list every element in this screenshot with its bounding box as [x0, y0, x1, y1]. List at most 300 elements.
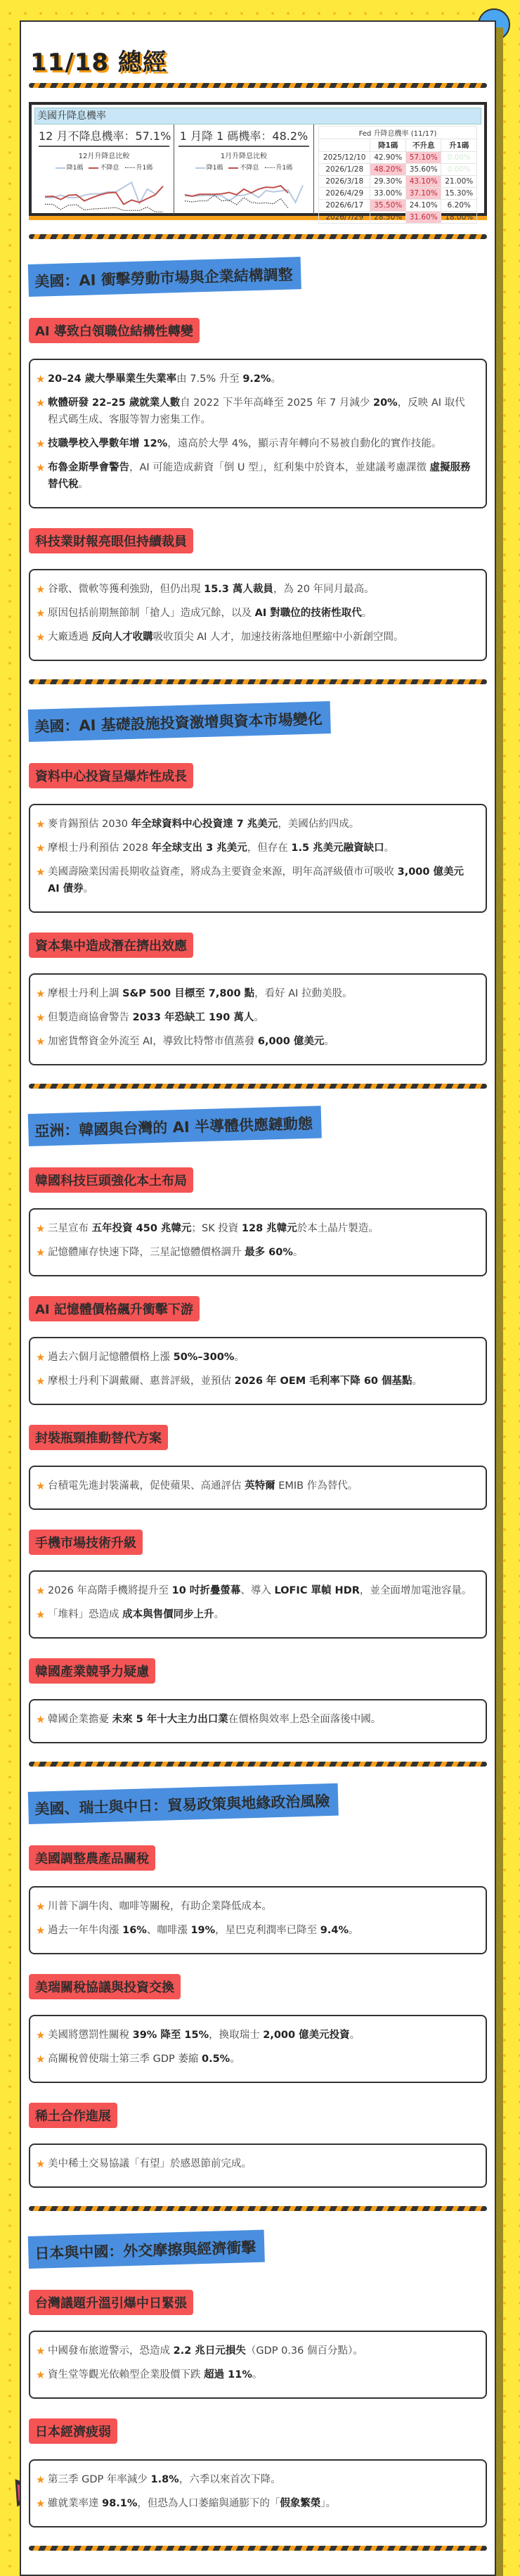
bullet-text: [48, 1711, 381, 1728]
bullet-text: [48, 2155, 252, 2172]
emphasis-text: 98.1%: [102, 2498, 138, 2509]
fed-table-row: [319, 176, 477, 188]
text-segment: 」。: [320, 2498, 337, 2509]
star-icon: ★: [36, 1035, 46, 1048]
star-icon: ★: [36, 2473, 46, 2486]
text-segment: ，並全面增加電池容量。: [359, 1585, 472, 1596]
bullet-item: [36, 1220, 474, 1237]
legend-swatch: [89, 167, 98, 169]
text-segment: 但製造商協會警告: [48, 1012, 133, 1023]
emphasis-text: 128 兆韓元: [241, 1223, 297, 1234]
emphasis-text: 最多 60%: [245, 1247, 293, 1258]
legend-item: [125, 162, 153, 172]
bullet-item: [36, 459, 474, 493]
text-segment: ，美國佔約四成。: [278, 819, 360, 830]
bullet-item: [36, 1349, 474, 1366]
text-segment: 加密貨幣資金外流至 AI，導致比特幣市值蒸發: [48, 1036, 258, 1047]
text-segment: 吸收頂尖 AI 人才，加速技術落地但壓縮中小新創空間。: [152, 632, 404, 643]
probability-cell: 57.10%: [405, 152, 441, 164]
chart-legend: [178, 162, 309, 172]
bullet-item: [36, 985, 474, 1002]
fed-table-column-header: [319, 139, 370, 152]
hazard-stripe-divider: [29, 2206, 487, 2211]
bullet-item: [36, 1898, 474, 1915]
topic-group: [29, 1824, 487, 1954]
text-segment: 摩根士丹利上調: [48, 988, 123, 999]
text-segment: 。: [384, 842, 395, 854]
legend-item: [56, 162, 84, 172]
emphasis-text: 技職學校入學數年增 12%: [48, 438, 168, 449]
bullet-text: [48, 1898, 272, 1915]
section: [29, 2206, 487, 2527]
bullet-box: [29, 2459, 487, 2527]
text-segment: 。: [252, 2369, 263, 2380]
topic-tag: 美瑞關稅協議與投資交換: [29, 1974, 181, 1999]
emphasis-text: 1.5 兆美元融資缺口: [291, 842, 384, 854]
text-segment: ，反映 AI 取代程式碼生成、客服等智力密集工作。: [48, 397, 465, 425]
emphasis-text: 未來 5 年十大主力出口業: [112, 1714, 228, 1725]
text-segment: ，但存在: [247, 842, 292, 854]
section-heading: 美國：AI 基礎設施投資激增與資本市場變化: [28, 701, 332, 742]
fed-table-row: [319, 212, 477, 224]
topic-group: [29, 297, 487, 508]
meeting-date-cell: 2026/3/18: [319, 176, 370, 188]
legend-swatch: [228, 167, 238, 169]
hazard-stripe-divider: [29, 679, 487, 684]
text-segment: 摩根士丹利下調戴爾、惠普評級，並預估: [48, 1376, 235, 1387]
hazard-stripe-divider: [29, 234, 487, 239]
emphasis-text: 9.4%: [320, 1925, 349, 1936]
star-icon: ★: [36, 1246, 46, 1259]
probability-cell: 18.00%: [441, 212, 477, 224]
legend-label: 升1碼: [136, 165, 153, 172]
bullet-item: [36, 581, 474, 598]
topic-tag: 韓國科技巨頭強化本土布局: [29, 1167, 193, 1193]
section-heading: 美國：AI 衝擊勞動市場與企業結構調整: [28, 257, 302, 297]
bullet-item: [36, 435, 474, 452]
december-headline: 12 月不降息機率：57.1%: [39, 124, 169, 147]
star-icon: ★: [36, 1222, 46, 1235]
legend-item: [89, 162, 119, 172]
fed-table-column-header: 升1碼: [441, 139, 477, 152]
text-segment: 美國將懲罰性關稅: [48, 2030, 133, 2041]
emphasis-text: 0.5%: [201, 2053, 230, 2065]
text-segment: 2026 年高階手機將提升至: [48, 1585, 172, 1596]
text-segment: 。: [348, 1925, 359, 1936]
text-segment: 。: [349, 2030, 360, 2041]
emphasis-text: 3,000 億美元 AI 債券: [48, 866, 464, 895]
bullet-text: [48, 605, 372, 622]
bullet-box: [29, 2144, 487, 2188]
bullet-text: [48, 2343, 363, 2359]
text-segment: 。: [254, 1012, 264, 1023]
bullet-text: [48, 1009, 264, 1026]
star-icon: ★: [36, 397, 46, 409]
star-icon: ★: [36, 2369, 46, 2381]
text-segment: ，六季以來首次下降。: [178, 2474, 281, 2485]
probability-cell: 6.20%: [441, 200, 477, 212]
bullet-item: [36, 864, 474, 897]
bullet-box: [29, 1570, 487, 1639]
legend-item: [195, 162, 223, 172]
section-heading: 日本與中國：外交摩擦與經濟衝擊: [28, 2230, 265, 2269]
legend-label: 升1碼: [275, 165, 293, 172]
fed-table-column-header: 不升息: [405, 139, 441, 152]
legend-swatch: [56, 167, 65, 169]
fed-table-column-header: 降1碼: [370, 139, 406, 152]
text-segment: ，遠高於大學 4%，顯示青年轉向不易被自動化的實作技能。: [167, 438, 442, 449]
text-segment: 。: [230, 2053, 240, 2065]
december-chart-title: 12月升降息比較: [78, 153, 130, 160]
emphasis-text: 50%–300%: [173, 1352, 235, 1363]
bullet-item: [36, 2027, 474, 2044]
bullet-item: [36, 1244, 474, 1261]
emphasis-text: 反向人才收購: [91, 632, 153, 643]
text-segment: EMIB 作為替代。: [275, 1480, 358, 1492]
text-segment: 由 7.5% 升至: [176, 373, 243, 385]
topic-tag: AI 導致白領職位結構性轉變: [29, 318, 200, 343]
bullet-text: [48, 1478, 358, 1494]
topic-tag: 台灣議題升溫引爆中日緊張: [29, 2290, 193, 2315]
emphasis-text: 19%: [190, 1925, 216, 1936]
emphasis-text: 6,000 億美元: [257, 1036, 325, 1047]
text-segment: 。: [83, 883, 94, 895]
topic-group: [29, 1510, 487, 1639]
emphasis-text: 9.2%: [242, 373, 271, 385]
text-segment: 美中稀土交易協議「有望」於感恩節前完成。: [48, 2158, 252, 2170]
text-segment: ，換取瑞士: [209, 2030, 264, 2041]
bullet-item: [36, 2155, 474, 2172]
text-segment: 。: [324, 1036, 334, 1047]
text-segment: 川普下調牛肉、咖啡等關稅，有助企業降低成本。: [48, 1901, 272, 1912]
probability-cell: 43.10%: [405, 176, 441, 188]
january-headline: 1 月降 1 碼機率：48.2%: [178, 124, 309, 147]
star-icon: ★: [36, 2158, 46, 2170]
star-icon: ★: [36, 1924, 46, 1937]
bullet-text: [48, 581, 375, 598]
text-segment: ，但恐為人口萎縮與通膨下的「: [137, 2498, 280, 2509]
series-line-1: [185, 186, 288, 196]
bullet-text: [48, 2495, 336, 2512]
bullet-item: [36, 2471, 474, 2488]
emphasis-text: LOFIC 單幀 HDR: [274, 1585, 360, 1596]
topic-tag: 日本經濟疲弱: [29, 2418, 117, 2444]
text-segment: 第三季 GDP 年率減少: [48, 2474, 151, 2485]
text-segment: ，為 20 年同月最高。: [273, 584, 375, 595]
probability-cell: 0.00%: [441, 152, 477, 164]
star-icon: ★: [36, 631, 46, 643]
topic-tag: AI 記憶體價格飆升衝擊下游: [29, 1296, 200, 1321]
probability-cell: 24.10%: [405, 200, 441, 212]
bullet-box: [29, 1208, 487, 1276]
star-icon: ★: [36, 437, 46, 450]
bullet-text: [48, 371, 281, 387]
bullet-text: [48, 2051, 240, 2068]
text-segment: （GDP 0.36 個百分點）。: [245, 2345, 363, 2357]
legend-swatch: [125, 167, 135, 168]
text-segment: 麥肯錫預估 2030: [48, 819, 131, 830]
text-segment: 谷歌、微軟等獲利強勁，但仍出現: [48, 584, 204, 595]
emphasis-text: 軟體研發 22–25 歲就業人數: [48, 397, 181, 409]
series-line-2: [45, 205, 163, 212]
legend-label: 降1碼: [206, 165, 223, 172]
topic-tag: 資本集中造成潛在擠出效應: [29, 933, 193, 958]
star-icon: ★: [36, 1011, 46, 1024]
bullet-text: [48, 1244, 303, 1261]
meeting-date-cell: 2025/12/10: [319, 152, 370, 164]
series-line-0: [45, 182, 155, 203]
text-segment: 記憶體庫存快速下降，三星記憶體價格調升: [48, 1247, 245, 1258]
star-icon: ★: [36, 2029, 46, 2042]
bullet-box: [29, 1699, 487, 1743]
star-icon: ★: [36, 1608, 46, 1621]
text-segment: 。: [78, 479, 89, 490]
topic-tag: 美國調整農產品關稅: [29, 1845, 155, 1871]
legend-item: [265, 162, 293, 172]
section-heading: 美國、瑞士與中日：貿易政策與地緣政治風險: [28, 1783, 339, 1824]
topic-tag: 封裝瓶頸推動替代方案: [29, 1425, 168, 1450]
probability-cell: 37.10%: [405, 188, 441, 200]
text-segment: ，AI 可能造成薪資「倒 U 型」，紅利集中於資本，並建議考慮課徵: [129, 462, 430, 473]
bullet-item: [36, 816, 474, 833]
emphasis-text: 20–24 歲大學畢業生失業率: [48, 373, 177, 385]
star-icon: ★: [36, 842, 46, 854]
topic-group: [29, 1954, 487, 2083]
hazard-stripe-divider: [29, 83, 487, 88]
chart-legend: [39, 162, 169, 172]
bullet-text: [48, 1922, 358, 1939]
bullet-box: [29, 1466, 487, 1510]
topic-group: [29, 1405, 487, 1510]
emphasis-text: 五年投資 450 兆韓元: [91, 1223, 192, 1234]
bullet-item: [36, 1922, 474, 1939]
text-segment: 高關稅曾使瑞士第三季 GDP 萎縮: [48, 2053, 202, 2065]
probability-cell: 33.00%: [370, 188, 406, 200]
bullet-item: [36, 1478, 474, 1494]
emphasis-text: 2033 年恐缺工 190 萬人: [132, 1012, 254, 1023]
bullet-item: [36, 1711, 474, 1728]
star-icon: ★: [36, 1351, 46, 1364]
bullet-text: [48, 2027, 360, 2044]
probability-cell: 48.20%: [370, 164, 406, 176]
text-segment: 過去六個月記憶體價格上漲: [48, 1352, 174, 1363]
bullet-text: [48, 1033, 334, 1050]
topic-group: [29, 508, 487, 661]
rate-probability-panel: [29, 102, 487, 222]
fed-table-title: Fed 升降息機率 (11/17): [319, 127, 477, 139]
meeting-date-cell: 2026/1/28: [319, 164, 370, 176]
january-panel: [174, 124, 314, 214]
bullet-item: [36, 1033, 474, 1050]
bullet-text: [48, 2366, 262, 2383]
legend-label: 不降息: [240, 165, 259, 172]
emphasis-text: 英特爾: [245, 1480, 275, 1492]
probability-cell: 15.30%: [441, 188, 477, 200]
topic-tag: 資料中心投資呈爆炸性成長: [29, 763, 193, 788]
section: [29, 679, 487, 1065]
rate-panel-header: 美國升降息機率: [34, 108, 481, 124]
january-chart-title: 1月升降息比較: [220, 153, 268, 160]
bullet-text: [48, 629, 404, 646]
emphasis-text: S&P 500 目標至 7,800 點: [122, 988, 255, 999]
fed-probability-table: [314, 124, 481, 222]
bullet-item: [36, 840, 474, 857]
text-segment: 在價格與效率上恐全面落後中國。: [228, 1714, 382, 1725]
star-icon: ★: [36, 818, 46, 831]
section: [29, 1084, 487, 1743]
topic-tag: 手機市場技術升級: [29, 1530, 143, 1555]
bullet-item: [36, 1009, 474, 1026]
topic-group: [29, 1146, 487, 1276]
star-icon: ★: [36, 1584, 46, 1597]
probability-cell: 0.00%: [441, 164, 477, 176]
text-segment: 韓國企業擔憂: [48, 1714, 112, 1725]
legend-swatch: [195, 167, 205, 169]
december-panel: [34, 124, 174, 214]
probability-cell: 35.60%: [405, 164, 441, 176]
topic-tag: 科技業財報亮眼但持續裁員: [29, 528, 193, 553]
bullet-item: [36, 2051, 474, 2068]
bullet-text: [48, 1220, 379, 1237]
probability-cell: 21.00%: [441, 176, 477, 188]
page-title: 11/18 總經: [30, 49, 167, 77]
star-icon: ★: [36, 2497, 46, 2510]
text-segment: 自 2022 下半年高峰至 2025 年 7 月減少: [180, 397, 373, 409]
star-icon: ★: [36, 1713, 46, 1726]
january-line-chart: [181, 176, 307, 219]
star-icon: ★: [36, 583, 46, 596]
bullet-text: [48, 1606, 224, 1623]
text-segment: 「堆料」恐造成: [48, 1609, 123, 1620]
emphasis-text: 2.2 兆日元損失: [173, 2345, 246, 2357]
bullet-item: [36, 2343, 474, 2359]
legend-item: [228, 162, 259, 172]
topic-tag: 韓國產業競爭力疑慮: [29, 1658, 155, 1684]
text-segment: 資生堂等觀光依賴型企業股價下跌: [48, 2369, 204, 2380]
probability-cell: 31.60%: [405, 212, 441, 224]
bullet-item: [36, 1373, 474, 1390]
star-icon: ★: [36, 607, 46, 620]
bullet-box: [29, 1337, 487, 1405]
bullet-box: [29, 569, 487, 661]
bullet-box: [29, 2015, 487, 2083]
emphasis-text: 年全球資料中心投資達 7 兆美元: [131, 819, 278, 830]
bullet-text: [48, 864, 474, 897]
probability-cell: 35.50%: [370, 200, 406, 212]
emphasis-text: 2,000 億美元投資: [263, 2030, 350, 2041]
section-heading: 亞洲：韓國與台灣的 AI 半導體供應鏈動態: [28, 1106, 322, 1146]
topic-group: [29, 2083, 487, 2188]
section: [29, 1762, 487, 2188]
december-line-chart: [41, 176, 167, 219]
text-segment: 。: [214, 1609, 225, 1620]
topic-group: [29, 2269, 487, 2399]
bullet-item: [36, 395, 474, 428]
emphasis-text: 虛擬服務替代稅: [48, 462, 471, 490]
text-segment: 過去一年牛肉漲: [48, 1925, 123, 1936]
hazard-stripe-divider: [29, 2546, 487, 2551]
text-segment: 。: [292, 1247, 304, 1258]
meeting-date-cell: 2026/4/29: [319, 188, 370, 200]
topic-tag: 稀土合作進展: [29, 2103, 117, 2128]
bullet-item: [36, 371, 474, 387]
fed-table-row: [319, 200, 477, 212]
bullet-text: [48, 1582, 472, 1599]
topic-group: [29, 913, 487, 1065]
probability-cell: 42.90%: [370, 152, 406, 164]
newsletter-card: [20, 20, 496, 2576]
emphasis-text: 年全球支出 3 兆美元: [151, 842, 247, 854]
text-segment: 三星宣布: [48, 1223, 92, 1234]
text-segment: 摩根士丹利預估 2028: [48, 842, 152, 854]
text-segment: 原因包括前期無節制「搶人」造成冗餘，以及: [48, 608, 255, 619]
bullet-item: [36, 2495, 474, 2512]
bullet-item: [36, 629, 474, 646]
hazard-stripe-divider: [29, 1084, 487, 1089]
bullet-text: [48, 816, 359, 833]
emphasis-text: 16%: [122, 1925, 147, 1936]
section: [29, 234, 487, 661]
emphasis-text: 超過 11%: [204, 2369, 252, 2380]
topic-group: [29, 1639, 487, 1743]
emphasis-text: 布魯金斯學會警告: [48, 462, 129, 473]
text-segment: 於本土晶片製造。: [297, 1223, 379, 1234]
topic-group: [29, 1276, 487, 1405]
probability-cell: 28.50%: [370, 212, 406, 224]
emphasis-text: 39% 降至 15%: [132, 2030, 209, 2041]
star-icon: ★: [36, 987, 46, 1000]
star-icon: ★: [36, 373, 46, 385]
bullet-text: [48, 840, 394, 857]
legend-label: 不降息: [100, 165, 119, 172]
star-icon: ★: [36, 2345, 46, 2357]
meeting-date-cell: 2026/7/29: [319, 212, 370, 224]
text-segment: 中國發布旅遊警示，恐造成: [48, 2345, 174, 2357]
text-segment: 。: [234, 1352, 245, 1363]
emphasis-text: AI 對職位的技術性取代: [254, 608, 362, 619]
fed-table-row: [319, 152, 477, 164]
bullet-text: [48, 395, 474, 428]
bullet-box: [29, 1886, 487, 1954]
emphasis-text: 1.8%: [150, 2474, 179, 2485]
meeting-date-cell: 2026/6/17: [319, 200, 370, 212]
bullet-box: [29, 973, 487, 1065]
bullet-text: [48, 459, 474, 493]
text-segment: 大廠透過: [48, 632, 92, 643]
text-segment: 。: [361, 608, 372, 619]
emphasis-text: 假象繁榮: [280, 2498, 321, 2509]
legend-label: 降1碼: [66, 165, 84, 172]
hazard-stripe-divider: [29, 1762, 487, 1767]
bullet-item: [36, 2366, 474, 2383]
topic-group: [29, 742, 487, 913]
text-segment: 雖就業率達: [48, 2498, 103, 2509]
text-segment: ；SK 投資: [191, 1223, 242, 1234]
star-icon: ★: [36, 1900, 46, 1913]
text-segment: ，看好 AI 拉動美股。: [254, 988, 353, 999]
bullet-text: [48, 1349, 245, 1366]
fed-table-row: [319, 188, 477, 200]
bullet-item: [36, 1582, 474, 1599]
emphasis-text: 20%: [373, 397, 398, 409]
emphasis-text: 成本與售價同步上升: [122, 1609, 214, 1620]
star-icon: ★: [36, 1480, 46, 1492]
emphasis-text: 10 吋折疊螢幕: [171, 1585, 241, 1596]
emphasis-text: 2026 年 OEM 毛利率下降 60 個基點: [234, 1376, 412, 1387]
bullet-text: [48, 1373, 422, 1390]
bullet-text: [48, 435, 441, 452]
fed-table-row: [319, 164, 477, 176]
